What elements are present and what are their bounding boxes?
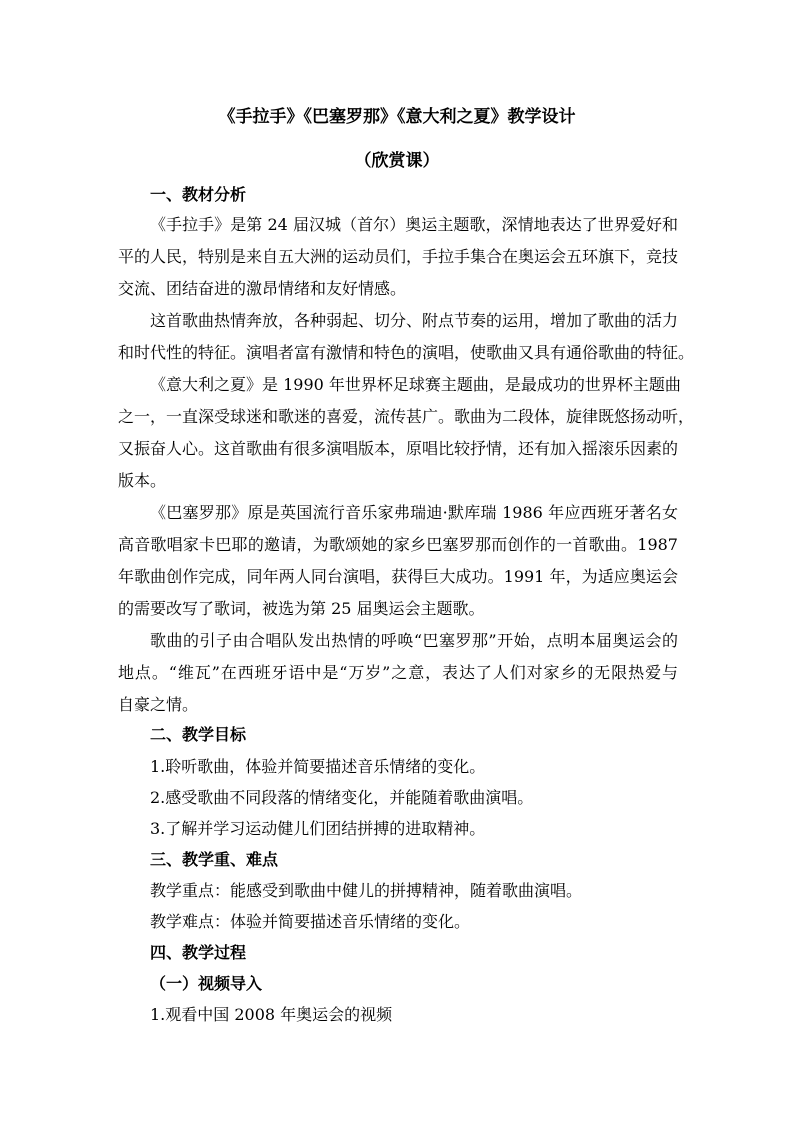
paragraph-line: 这首歌曲热情奔放，各种弱起、切分、附点节奏的运用，增加了歌曲的活力	[150, 311, 679, 330]
process-item: 1.观看中国 2008 年奥运会的视频	[150, 1005, 393, 1024]
goal-item: 1.聆听歌曲，体验并简要描述音乐情绪的变化。	[150, 757, 486, 776]
section-heading-teaching-process: 四、教学过程	[150, 943, 247, 962]
document-title: 《手拉手》《巴塞罗那》《意大利之夏》教学设计	[218, 107, 576, 127]
paragraph-line: 平的人民，特别是来自五大洲的运动员们，手拉手集合在奥运会五环旗下，竞技	[118, 247, 679, 266]
goal-item: 3.了解并学习运动健儿们团结拼搏的进取精神。	[150, 819, 486, 838]
goal-item: 2.感受歌曲不同段落的情绪变化，并能随着歌曲演唱。	[150, 788, 534, 807]
paragraph-line: 《意大利之夏》是 1990 年世界杯足球赛主题曲，是最成功的世界杯主题曲	[150, 375, 681, 394]
section-heading-teaching-goals: 二、教学目标	[150, 725, 247, 744]
paragraph-line: 高音歌唱家卡巴耶的邀请，为歌颂她的家乡巴塞罗那而创作的一首歌曲。1987	[118, 535, 678, 554]
paragraph-line: 和时代性的特征。演唱者富有激情和特色的演唱，使歌曲又具有通俗歌曲的特征。	[118, 343, 695, 362]
document-subtitle: （欣赏课）	[354, 151, 440, 171]
section-heading-key-points: 三、教学重、难点	[150, 850, 279, 869]
paragraph-line: 《手拉手》是第 24 届汉城（首尔）奥运主题歌，深情地表达了世界爱好和	[150, 215, 678, 234]
paragraph-line: 又振奋人心。这首歌曲有很多演唱版本，原唱比较抒情，还有加入摇滚乐因素的	[118, 439, 679, 458]
subsection-heading-video-intro: （一）视频导入	[150, 974, 263, 993]
paragraph-line: 交流、团结奋进的激昂情绪和友好情感。	[118, 279, 407, 298]
key-point-item: 教学重点：能感受到歌曲中健儿的拼搏精神，随着歌曲演唱。	[150, 881, 583, 900]
section-heading-textbook-analysis: 一、教材分析	[150, 185, 247, 204]
key-point-item: 教学难点：体验并简要描述音乐情绪的变化。	[150, 912, 471, 931]
paragraph-line: 《巴塞罗那》原是英国流行音乐家弗瑞迪·默库瑞 1986 年应西班牙著名女	[150, 503, 678, 522]
paragraph-line: 年歌曲创作完成，同年两人同台演唱，获得巨大成功。1991 年，为适应奥运会	[118, 567, 678, 586]
paragraph-line: 之一，一直深受球迷和歌迷的喜爱，流传甚广。歌曲为二段体，旋律既悠扬动听，	[118, 407, 695, 426]
paragraph-line: 自豪之情。	[118, 695, 199, 714]
paragraph-line: 地点。“维瓦”在西班牙语中是“万岁”之意，表达了人们对家乡的无限热爱与	[118, 663, 678, 682]
paragraph-line: 的需要改写了歌词，被选为第 25 届奥运会主题歌。	[118, 599, 485, 618]
paragraph-line: 歌曲的引子由合唱队发出热情的呼唤“巴塞罗那”开始，点明本届奥运会的	[150, 631, 678, 650]
paragraph-line: 版本。	[118, 471, 167, 490]
